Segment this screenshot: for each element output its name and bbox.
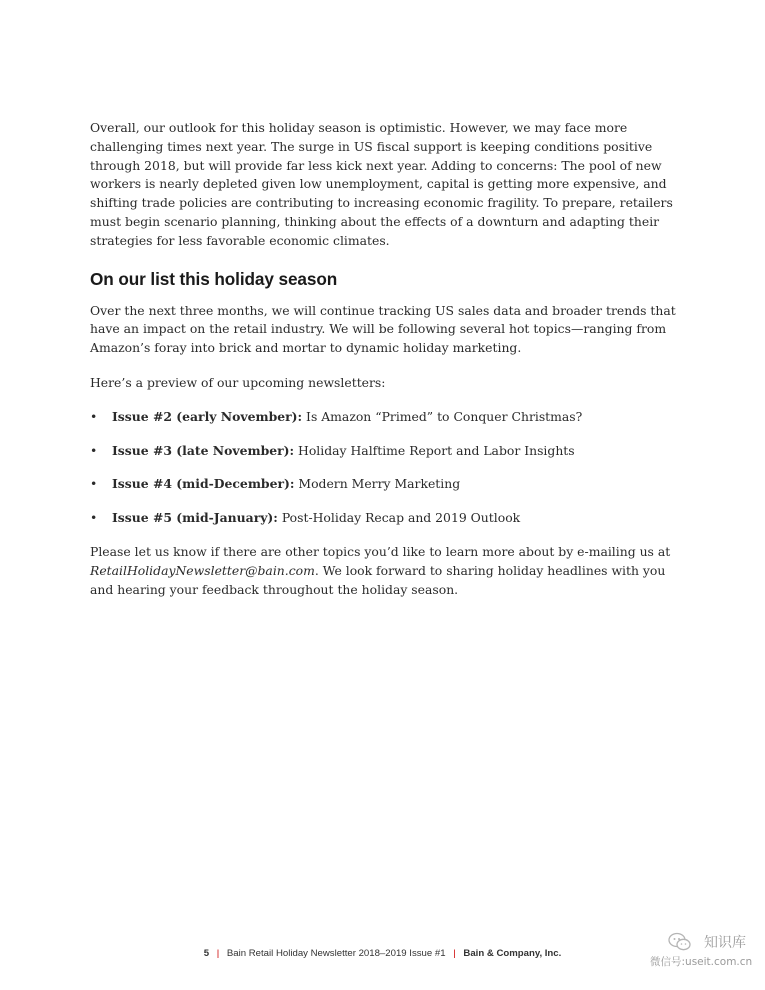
watermark [648,930,760,974]
closing-text-end: . We look forward to sharing holiday headlines with you and hearing your feedback throughout the holiday season. [90,562,666,597]
issue-title: Post-Holiday Recap and 2019 Outlook [281,510,521,526]
list-item [90,408,678,427]
preview-intro: Here’s a preview of our upcoming newsletters: [90,374,386,390]
company-name: Bain & Company, Inc. [463,948,562,959]
watermark-subtitle: 微信号:useit.com.cn [650,956,753,968]
email-link[interactable]: RetailHolidayNewsletter@bain.com [90,562,315,578]
closing-paragraph [90,543,678,599]
list-item [90,442,678,461]
issue-title: Modern Merry Marketing [298,476,461,492]
section-heading: On our list this holiday season [90,268,338,289]
issue-title: Is Amazon “Primed” to Conquer Christmas? [306,408,583,424]
footer-separator: | [216,948,220,959]
issue-label: Issue #2 (early November): [112,408,303,424]
publication-name: Bain Retail Holiday Newsletter 2018–2019 Issue #1 [226,948,446,959]
list-item [90,475,678,494]
issue-label: Issue #5 (mid-January): [112,510,278,526]
issue-label: Issue #3 (late November): [112,442,295,458]
watermark-title: 知识库 [704,935,746,951]
footer-separator: | [453,948,456,959]
page-content [90,119,678,599]
bullet: • [90,476,98,492]
issues-list [90,408,678,528]
issue-label: Issue #4 (mid-December): [112,476,295,492]
overview-paragraph: Over the next three months, we will continue tracking US sales data and broader trends that have an impact on the retail industry. We will be following several hot topics—ranging from Amazon’s foray into brick and mortar to dynamic holiday marketing. [90,302,676,356]
intro-paragraph: Overall, our outlook for this holiday season is optimistic. However, we may face more challenging times next year. The surge in US fiscal support is keeping conditions positive through 2018, but will provide far less kick next year. Adding to concerns: The pool of new workers is nearly depleted given low unemployment, capital is getting more expensive, and shifting trade policies are contributing to increasing economic fragility. To prepare, retailers must begin scenario planning, thinking about the effects of a downturn and adapting their strategies for less favorable economic climates. [90,120,673,248]
bullet: • [90,408,98,424]
bullet: • [90,510,98,526]
wechat-icon [668,932,692,952]
list-item [90,509,678,528]
issue-title: Holiday Halftime Report and Labor Insights [298,442,575,458]
closing-text: Please let us know if there are other topics you’d like to learn more about by e-mailing us at [90,543,671,559]
page-number: 5 [203,948,210,959]
bullet: • [90,442,98,458]
